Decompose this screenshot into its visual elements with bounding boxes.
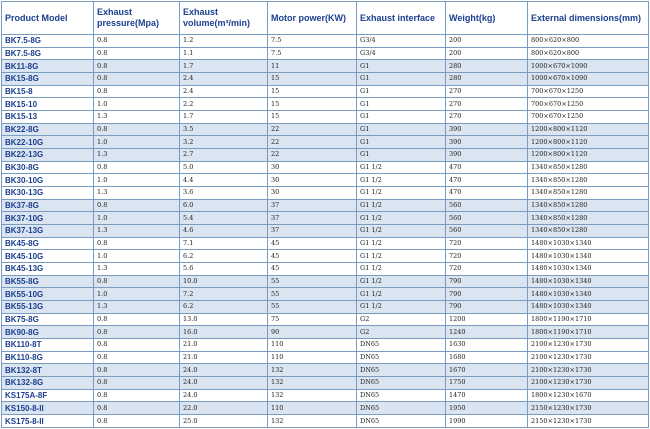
external-dimensions-cell: 700×670×1250 bbox=[528, 111, 649, 124]
weight-cell: 560 bbox=[446, 212, 528, 225]
exhaust-pressure-cell: 0.8 bbox=[94, 161, 180, 174]
motor-power-cell: 132 bbox=[268, 377, 357, 390]
exhaust-interface-cell: G1 bbox=[357, 111, 446, 124]
external-dimensions-cell: 1200×800×1120 bbox=[528, 149, 649, 162]
exhaust-pressure-cell: 0.8 bbox=[94, 275, 180, 288]
exhaust-volume-cell: 2.7 bbox=[180, 149, 268, 162]
motor-power-cell: 30 bbox=[268, 187, 357, 200]
exhaust-volume-cell: 3.6 bbox=[180, 187, 268, 200]
exhaust-interface-cell: G1 bbox=[357, 136, 446, 149]
exhaust-interface-cell: G1 1/2 bbox=[357, 288, 446, 301]
product-model-cell: BK7.5-8G bbox=[2, 47, 94, 60]
external-dimensions-cell: 1340×850×1280 bbox=[528, 174, 649, 187]
external-dimensions-cell: 1800×1230×1670 bbox=[528, 389, 649, 402]
weight-cell: 790 bbox=[446, 301, 528, 314]
exhaust-pressure-cell: 0.8 bbox=[94, 377, 180, 390]
product-model-cell: BK110-8T bbox=[2, 339, 94, 352]
exhaust-volume-cell: 2.2 bbox=[180, 98, 268, 111]
external-dimensions-cell: 1000×670×1090 bbox=[528, 73, 649, 86]
external-dimensions-cell: 1480×1030×1340 bbox=[528, 275, 649, 288]
header-external-dimensions: External dimensions(mm) bbox=[528, 2, 649, 35]
product-model-cell: BK30-8G bbox=[2, 161, 94, 174]
table-row bbox=[2, 313, 649, 326]
exhaust-pressure-cell: 0.8 bbox=[94, 339, 180, 352]
exhaust-volume-cell: 4.6 bbox=[180, 225, 268, 238]
exhaust-interface-cell: G3/4 bbox=[357, 47, 446, 60]
external-dimensions-cell: 1480×1030×1340 bbox=[528, 301, 649, 314]
product-model-cell: BK90-8G bbox=[2, 326, 94, 339]
table-row bbox=[2, 123, 649, 136]
header-weight: Weight(kg) bbox=[446, 2, 528, 35]
exhaust-pressure-cell: 0.8 bbox=[94, 313, 180, 326]
exhaust-pressure-cell: 1.0 bbox=[94, 212, 180, 225]
exhaust-pressure-cell: 0.8 bbox=[94, 47, 180, 60]
exhaust-pressure-cell: 0.8 bbox=[94, 73, 180, 86]
motor-power-cell: 37 bbox=[268, 212, 357, 225]
exhaust-interface-cell: G1 bbox=[357, 149, 446, 162]
exhaust-volume-cell: 24.0 bbox=[180, 377, 268, 390]
external-dimensions-cell: 1800×1190×1710 bbox=[528, 326, 649, 339]
header-exhaust-pressure: Exhaust pressure(Mpa) bbox=[94, 2, 180, 35]
motor-power-cell: 22 bbox=[268, 149, 357, 162]
external-dimensions-cell: 1200×800×1120 bbox=[528, 123, 649, 136]
motor-power-cell: 55 bbox=[268, 301, 357, 314]
external-dimensions-cell: 1200×800×1120 bbox=[528, 136, 649, 149]
weight-cell: 1670 bbox=[446, 364, 528, 377]
table-row bbox=[2, 47, 649, 60]
exhaust-pressure-cell: 1.0 bbox=[94, 136, 180, 149]
motor-power-cell: 11 bbox=[268, 60, 357, 73]
exhaust-pressure-cell: 1.0 bbox=[94, 288, 180, 301]
table-row bbox=[2, 250, 649, 263]
exhaust-interface-cell: G1 1/2 bbox=[357, 161, 446, 174]
exhaust-volume-cell: 10.0 bbox=[180, 275, 268, 288]
table-row bbox=[2, 237, 649, 250]
external-dimensions-cell: 1480×1030×1340 bbox=[528, 263, 649, 276]
product-model-cell: BK37-10G bbox=[2, 212, 94, 225]
exhaust-pressure-cell: 0.8 bbox=[94, 326, 180, 339]
exhaust-pressure-cell: 1.0 bbox=[94, 98, 180, 111]
table-header-row bbox=[2, 2, 649, 35]
motor-power-cell: 15 bbox=[268, 73, 357, 86]
external-dimensions-cell: 1340×850×1280 bbox=[528, 161, 649, 174]
weight-cell: 390 bbox=[446, 123, 528, 136]
header-exhaust-volume: Exhaust volume(m³/min) bbox=[180, 2, 268, 35]
motor-power-cell: 22 bbox=[268, 136, 357, 149]
exhaust-interface-cell: G3/4 bbox=[357, 35, 446, 48]
table-row bbox=[2, 389, 649, 402]
exhaust-interface-cell: DN65 bbox=[357, 389, 446, 402]
motor-power-cell: 30 bbox=[268, 161, 357, 174]
exhaust-interface-cell: G1 1/2 bbox=[357, 225, 446, 238]
table-row bbox=[2, 326, 649, 339]
weight-cell: 720 bbox=[446, 250, 528, 263]
external-dimensions-cell: 2100×1230×1730 bbox=[528, 377, 649, 390]
product-model-cell: KS175-8-II bbox=[2, 415, 94, 428]
weight-cell: 470 bbox=[446, 161, 528, 174]
table-row bbox=[2, 402, 649, 415]
exhaust-pressure-cell: 1.0 bbox=[94, 250, 180, 263]
table-row bbox=[2, 136, 649, 149]
exhaust-interface-cell: G1 1/2 bbox=[357, 275, 446, 288]
exhaust-interface-cell: DN65 bbox=[357, 351, 446, 364]
external-dimensions-cell: 2150×1230×1730 bbox=[528, 415, 649, 428]
exhaust-interface-cell: G1 1/2 bbox=[357, 212, 446, 225]
motor-power-cell: 15 bbox=[268, 111, 357, 124]
motor-power-cell: 45 bbox=[268, 237, 357, 250]
exhaust-interface-cell: DN65 bbox=[357, 402, 446, 415]
table-row bbox=[2, 60, 649, 73]
exhaust-pressure-cell: 0.8 bbox=[94, 199, 180, 212]
exhaust-volume-cell: 22.0 bbox=[180, 402, 268, 415]
exhaust-interface-cell: G1 1/2 bbox=[357, 250, 446, 263]
exhaust-volume-cell: 1.7 bbox=[180, 60, 268, 73]
motor-power-cell: 37 bbox=[268, 199, 357, 212]
exhaust-pressure-cell: 0.8 bbox=[94, 351, 180, 364]
exhaust-interface-cell: G1 bbox=[357, 123, 446, 136]
external-dimensions-cell: 800×620×800 bbox=[528, 35, 649, 48]
exhaust-pressure-cell: 0.8 bbox=[94, 364, 180, 377]
exhaust-interface-cell: DN65 bbox=[357, 415, 446, 428]
external-dimensions-cell: 1340×850×1280 bbox=[528, 225, 649, 238]
weight-cell: 790 bbox=[446, 288, 528, 301]
motor-power-cell: 15 bbox=[268, 85, 357, 98]
exhaust-volume-cell: 21.0 bbox=[180, 339, 268, 352]
motor-power-cell: 45 bbox=[268, 250, 357, 263]
motor-power-cell: 22 bbox=[268, 123, 357, 136]
table-row bbox=[2, 111, 649, 124]
exhaust-volume-cell: 2.4 bbox=[180, 85, 268, 98]
weight-cell: 270 bbox=[446, 85, 528, 98]
exhaust-pressure-cell: 0.8 bbox=[94, 402, 180, 415]
exhaust-volume-cell: 5.0 bbox=[180, 161, 268, 174]
motor-power-cell: 55 bbox=[268, 288, 357, 301]
exhaust-interface-cell: G1 1/2 bbox=[357, 174, 446, 187]
external-dimensions-cell: 2100×1230×1730 bbox=[528, 351, 649, 364]
motor-power-cell: 45 bbox=[268, 263, 357, 276]
exhaust-pressure-cell: 0.8 bbox=[94, 237, 180, 250]
exhaust-volume-cell: 25.0 bbox=[180, 415, 268, 428]
motor-power-cell: 15 bbox=[268, 98, 357, 111]
product-model-cell: BK15-8G bbox=[2, 73, 94, 86]
exhaust-pressure-cell: 1.3 bbox=[94, 225, 180, 238]
table-row bbox=[2, 225, 649, 238]
product-model-cell: BK7.5-8G bbox=[2, 35, 94, 48]
product-model-cell: BK55-10G bbox=[2, 288, 94, 301]
product-model-cell: KS150-8-II bbox=[2, 402, 94, 415]
product-model-cell: BK45-13G bbox=[2, 263, 94, 276]
external-dimensions-cell: 800×620×800 bbox=[528, 47, 649, 60]
weight-cell: 280 bbox=[446, 73, 528, 86]
product-model-cell: BK132-8G bbox=[2, 377, 94, 390]
exhaust-interface-cell: G1 bbox=[357, 73, 446, 86]
exhaust-volume-cell: 6.0 bbox=[180, 199, 268, 212]
table-row bbox=[2, 161, 649, 174]
weight-cell: 1240 bbox=[446, 326, 528, 339]
exhaust-interface-cell: DN65 bbox=[357, 364, 446, 377]
exhaust-interface-cell: G2 bbox=[357, 313, 446, 326]
weight-cell: 720 bbox=[446, 263, 528, 276]
motor-power-cell: 90 bbox=[268, 326, 357, 339]
exhaust-volume-cell: 1.2 bbox=[180, 35, 268, 48]
external-dimensions-cell: 700×670×1250 bbox=[528, 85, 649, 98]
weight-cell: 560 bbox=[446, 199, 528, 212]
exhaust-pressure-cell: 0.8 bbox=[94, 389, 180, 402]
table-row bbox=[2, 174, 649, 187]
motor-power-cell: 55 bbox=[268, 275, 357, 288]
external-dimensions-cell: 1480×1030×1340 bbox=[528, 288, 649, 301]
product-model-cell: BK30-13G bbox=[2, 187, 94, 200]
table-row bbox=[2, 187, 649, 200]
product-model-cell: BK45-10G bbox=[2, 250, 94, 263]
weight-cell: 1630 bbox=[446, 339, 528, 352]
external-dimensions-cell: 2150×1230×1730 bbox=[528, 402, 649, 415]
external-dimensions-cell: 1800×1190×1710 bbox=[528, 313, 649, 326]
table-body bbox=[2, 35, 649, 428]
exhaust-volume-cell: 13.0 bbox=[180, 313, 268, 326]
exhaust-volume-cell: 5.4 bbox=[180, 212, 268, 225]
exhaust-interface-cell: G1 1/2 bbox=[357, 301, 446, 314]
exhaust-interface-cell: G1 1/2 bbox=[357, 187, 446, 200]
exhaust-volume-cell: 3.2 bbox=[180, 136, 268, 149]
product-model-cell: BK15-13 bbox=[2, 111, 94, 124]
product-model-cell: BK15-10 bbox=[2, 98, 94, 111]
external-dimensions-cell: 1340×850×1280 bbox=[528, 212, 649, 225]
product-spec-table bbox=[1, 1, 649, 428]
exhaust-pressure-cell: 0.8 bbox=[94, 60, 180, 73]
exhaust-interface-cell: DN65 bbox=[357, 377, 446, 390]
motor-power-cell: 132 bbox=[268, 415, 357, 428]
table-row bbox=[2, 85, 649, 98]
product-model-cell: BK132-8T bbox=[2, 364, 94, 377]
product-model-cell: KS175A-8F bbox=[2, 389, 94, 402]
product-model-cell: BK11-8G bbox=[2, 60, 94, 73]
motor-power-cell: 110 bbox=[268, 351, 357, 364]
table-row bbox=[2, 212, 649, 225]
external-dimensions-cell: 2100×1230×1730 bbox=[528, 339, 649, 352]
product-model-cell: BK22-10G bbox=[2, 136, 94, 149]
motor-power-cell: 132 bbox=[268, 364, 357, 377]
external-dimensions-cell: 2100×1230×1730 bbox=[528, 364, 649, 377]
weight-cell: 270 bbox=[446, 98, 528, 111]
motor-power-cell: 7.5 bbox=[268, 47, 357, 60]
external-dimensions-cell: 1000×670×1090 bbox=[528, 60, 649, 73]
weight-cell: 470 bbox=[446, 187, 528, 200]
exhaust-pressure-cell: 0.8 bbox=[94, 85, 180, 98]
external-dimensions-cell: 1480×1030×1340 bbox=[528, 237, 649, 250]
weight-cell: 790 bbox=[446, 275, 528, 288]
table-row bbox=[2, 415, 649, 428]
table-row bbox=[2, 73, 649, 86]
motor-power-cell: 75 bbox=[268, 313, 357, 326]
exhaust-volume-cell: 7.1 bbox=[180, 237, 268, 250]
exhaust-volume-cell: 24.0 bbox=[180, 364, 268, 377]
exhaust-volume-cell: 16.0 bbox=[180, 326, 268, 339]
weight-cell: 1750 bbox=[446, 377, 528, 390]
exhaust-volume-cell: 6.2 bbox=[180, 250, 268, 263]
exhaust-pressure-cell: 0.8 bbox=[94, 35, 180, 48]
motor-power-cell: 30 bbox=[268, 174, 357, 187]
product-model-cell: BK45-8G bbox=[2, 237, 94, 250]
table-row bbox=[2, 35, 649, 48]
motor-power-cell: 110 bbox=[268, 339, 357, 352]
product-model-cell: BK22-13G bbox=[2, 149, 94, 162]
weight-cell: 1680 bbox=[446, 351, 528, 364]
product-model-cell: BK75-8G bbox=[2, 313, 94, 326]
table-row bbox=[2, 288, 649, 301]
exhaust-pressure-cell: 1.3 bbox=[94, 301, 180, 314]
weight-cell: 1990 bbox=[446, 415, 528, 428]
product-model-cell: BK37-8G bbox=[2, 199, 94, 212]
exhaust-pressure-cell: 0.8 bbox=[94, 123, 180, 136]
table-row bbox=[2, 351, 649, 364]
motor-power-cell: 132 bbox=[268, 389, 357, 402]
product-model-cell: BK55-13G bbox=[2, 301, 94, 314]
product-model-cell: BK110-8G bbox=[2, 351, 94, 364]
exhaust-pressure-cell: 1.3 bbox=[94, 187, 180, 200]
exhaust-interface-cell: G1 1/2 bbox=[357, 199, 446, 212]
weight-cell: 470 bbox=[446, 174, 528, 187]
table-row bbox=[2, 377, 649, 390]
table-row bbox=[2, 98, 649, 111]
weight-cell: 560 bbox=[446, 225, 528, 238]
weight-cell: 390 bbox=[446, 149, 528, 162]
exhaust-volume-cell: 1.1 bbox=[180, 47, 268, 60]
external-dimensions-cell: 700×670×1250 bbox=[528, 98, 649, 111]
exhaust-interface-cell: G1 bbox=[357, 60, 446, 73]
exhaust-interface-cell: G1 bbox=[357, 85, 446, 98]
table-row bbox=[2, 149, 649, 162]
exhaust-interface-cell: G1 bbox=[357, 98, 446, 111]
weight-cell: 280 bbox=[446, 60, 528, 73]
exhaust-volume-cell: 2.4 bbox=[180, 73, 268, 86]
table-row bbox=[2, 301, 649, 314]
exhaust-interface-cell: DN65 bbox=[357, 339, 446, 352]
table-row bbox=[2, 339, 649, 352]
weight-cell: 1950 bbox=[446, 402, 528, 415]
exhaust-interface-cell: G1 1/2 bbox=[357, 237, 446, 250]
exhaust-volume-cell: 7.2 bbox=[180, 288, 268, 301]
product-model-cell: BK22-8G bbox=[2, 123, 94, 136]
weight-cell: 1470 bbox=[446, 389, 528, 402]
weight-cell: 200 bbox=[446, 47, 528, 60]
external-dimensions-cell: 1340×850×1280 bbox=[528, 199, 649, 212]
weight-cell: 270 bbox=[446, 111, 528, 124]
motor-power-cell: 110 bbox=[268, 402, 357, 415]
weight-cell: 1200 bbox=[446, 313, 528, 326]
product-model-cell: BK55-8G bbox=[2, 275, 94, 288]
table-row bbox=[2, 364, 649, 377]
table-row bbox=[2, 263, 649, 276]
exhaust-pressure-cell: 1.3 bbox=[94, 111, 180, 124]
weight-cell: 720 bbox=[446, 237, 528, 250]
weight-cell: 200 bbox=[446, 35, 528, 48]
header-motor-power: Motor power(KW) bbox=[268, 2, 357, 35]
exhaust-pressure-cell: 0.8 bbox=[94, 415, 180, 428]
exhaust-volume-cell: 21.0 bbox=[180, 351, 268, 364]
weight-cell: 390 bbox=[446, 136, 528, 149]
header-exhaust-interface: Exhaust interface bbox=[357, 2, 446, 35]
header-product-model: Product Model bbox=[2, 2, 94, 35]
exhaust-volume-cell: 5.6 bbox=[180, 263, 268, 276]
exhaust-volume-cell: 4.4 bbox=[180, 174, 268, 187]
exhaust-volume-cell: 3.5 bbox=[180, 123, 268, 136]
exhaust-volume-cell: 6.2 bbox=[180, 301, 268, 314]
exhaust-interface-cell: G2 bbox=[357, 326, 446, 339]
product-model-cell: BK15-8 bbox=[2, 85, 94, 98]
exhaust-pressure-cell: 1.3 bbox=[94, 149, 180, 162]
table-row bbox=[2, 199, 649, 212]
motor-power-cell: 37 bbox=[268, 225, 357, 238]
exhaust-interface-cell: G1 1/2 bbox=[357, 263, 446, 276]
product-model-cell: BK37-13G bbox=[2, 225, 94, 238]
external-dimensions-cell: 1340×850×1280 bbox=[528, 187, 649, 200]
product-model-cell: BK30-10G bbox=[2, 174, 94, 187]
exhaust-volume-cell: 24.0 bbox=[180, 389, 268, 402]
exhaust-pressure-cell: 1.3 bbox=[94, 263, 180, 276]
table-row bbox=[2, 275, 649, 288]
exhaust-pressure-cell: 1.0 bbox=[94, 174, 180, 187]
motor-power-cell: 7.5 bbox=[268, 35, 357, 48]
external-dimensions-cell: 1480×1030×1340 bbox=[528, 250, 649, 263]
exhaust-volume-cell: 1.7 bbox=[180, 111, 268, 124]
